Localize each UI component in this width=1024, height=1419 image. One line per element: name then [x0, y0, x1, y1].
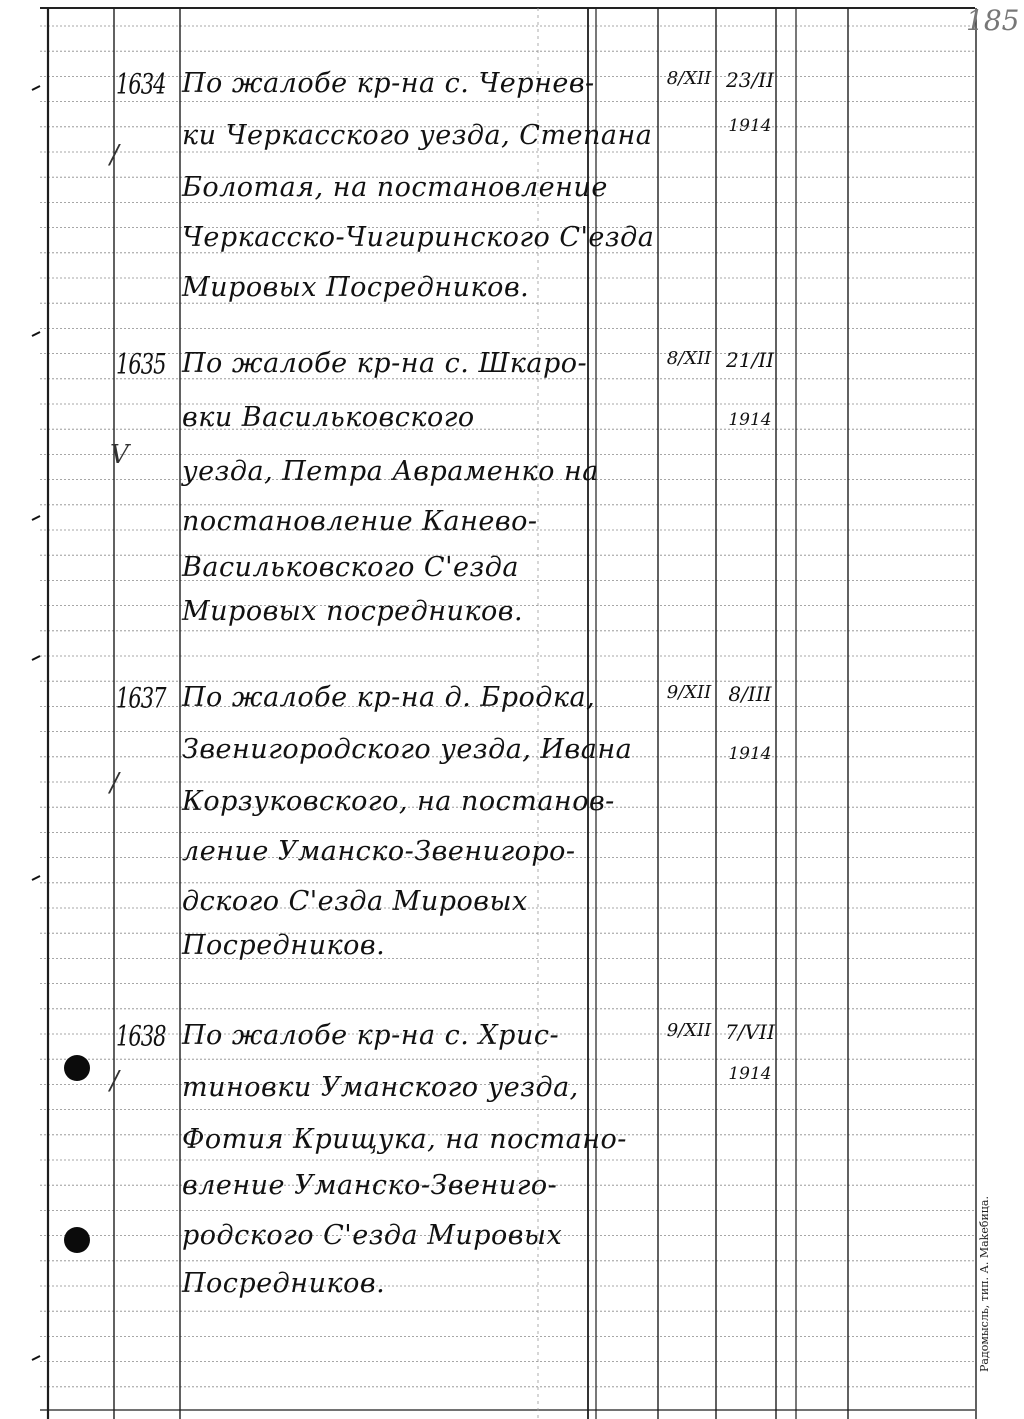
printer-mark: Радомысль, тип. А. Маkeбица.	[978, 1196, 991, 1372]
received-date: 9/XII	[666, 682, 712, 703]
entry-text-line: По жалобе кр-на с. Чернев-	[182, 68, 595, 99]
check-mark: /	[110, 1066, 119, 1096]
entry-text-line: Фотия Крищука, на постано-	[182, 1124, 627, 1155]
entry-text-line: По жалобе кр-на д. Бродка,	[182, 682, 596, 713]
entry-number: 1634	[116, 68, 166, 101]
margin-mark	[32, 876, 40, 880]
binding-hole-top	[64, 1055, 90, 1081]
page-number: 185	[966, 4, 1020, 37]
check-mark: /	[110, 140, 119, 170]
entry-text-line: Звенигородского уезда, Ивана	[182, 734, 633, 765]
check-mark: V	[110, 440, 129, 470]
entry-text-line: ки Черкасского уезда, Степана	[182, 120, 653, 151]
entry-text-line: уезда, Петра Авраменко на	[182, 456, 599, 487]
entry-number: 1638	[116, 1020, 166, 1053]
entry-text-line: Черкасско-Чигиринского С'езда	[182, 222, 655, 253]
margin-mark	[32, 656, 40, 660]
entry-text-line: Мировых посредников.	[182, 596, 524, 627]
received-date: 9/XII	[666, 1020, 712, 1041]
entry-text-line: Васильковского С'езда	[182, 552, 519, 583]
decision-date: 23/II	[726, 68, 774, 92]
check-mark: /	[110, 768, 119, 798]
entry-text-line: По жалобе кр-на с. Хрис-	[182, 1020, 560, 1051]
decision-year: 1914	[728, 410, 772, 430]
entry-text-line: Болотая, на постановление	[182, 172, 608, 203]
received-date: 8/XII	[666, 348, 712, 369]
decision-year: 1914	[728, 744, 772, 764]
entry-text-line: вление Уманско-Звениго-	[182, 1170, 558, 1201]
entry-text-line: родского С'езда Мировых	[182, 1220, 563, 1251]
decision-date: 7/VII	[725, 1020, 775, 1044]
entry-text-line: Посредников.	[182, 930, 386, 961]
entry-text-line: Корзуковского, на постанов-	[182, 786, 615, 817]
margin-mark	[32, 332, 40, 336]
entry-text-line: дского С'езда Мировых	[182, 886, 528, 917]
entry-text-line: Мировых Посредников.	[182, 272, 530, 303]
decision-date: 21/II	[726, 348, 774, 372]
entry-text-line: Посредников.	[182, 1268, 386, 1299]
entry-number: 1635	[116, 348, 166, 381]
entry-text-line: По жалобе кр-на с. Шкаро-	[182, 348, 588, 379]
margin-mark	[32, 1356, 40, 1360]
decision-year: 1914	[728, 116, 772, 136]
margin-mark	[32, 516, 40, 520]
decision-date: 8/III	[728, 682, 772, 706]
received-date: 8/XII	[666, 68, 712, 89]
entry-text-line: тиновки Уманского уезда,	[182, 1072, 579, 1103]
margin-mark	[32, 86, 40, 90]
entry-text-line: вки Васильковского	[182, 402, 475, 433]
binding-hole-bottom	[64, 1227, 90, 1253]
decision-year: 1914	[728, 1064, 772, 1084]
entry-text-line: постановление Канево-	[182, 506, 538, 537]
entry-number: 1637	[116, 682, 166, 715]
entry-text-line: ление Уманско-Звенигоро-	[182, 836, 576, 867]
